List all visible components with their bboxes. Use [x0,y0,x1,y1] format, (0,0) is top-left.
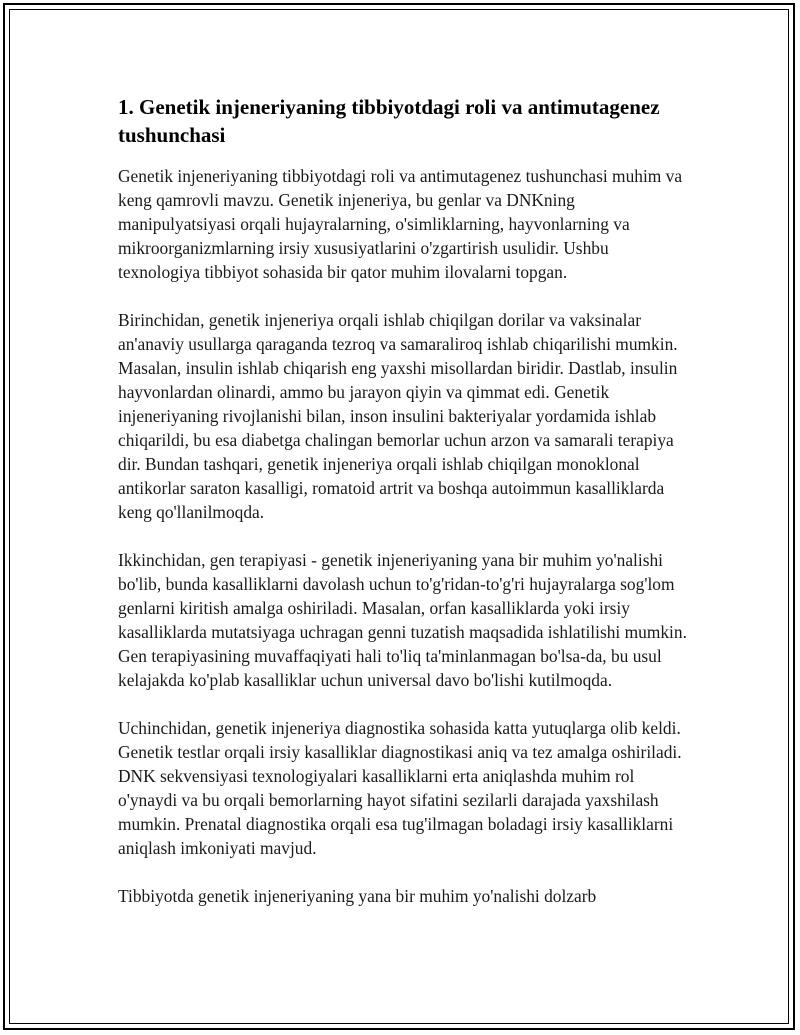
paragraph-third-point: Uchinchidan, genetik injeneriya diagnostika sohasida katta yutuqlarga olib keldi. Genetik testlar orqali irsiy kasalliklar diagnostikasi aniq va tez amalga oshiriladi. DNK sekvensiyasi texnologiyalari kasalliklarni erta aniqlashda muhim rol o'ynaydi va bu orqali bemorlarning hayot sifatini sezilarli darajada yaxshilash mumkin. Prenatal diagnostika orqali esa tug'ilmagan boladagi irsiy kasalliklarni aniqlash imkoniyati mavjud. [118,718,682,858]
paragraph-intro: Genetik injeneriyaning tibbiyotdagi roli va antimutagenez tushunchasi muhim va keng qamrovli mavzu. Genetik injeneriya, bu genlar va DNKning manipulyatsiyasi orqali hujayralarning, o'simliklarning, hayvonlarning va mikroorganizmlarning irsiy xususiyatlarini o'zgartirish usulidir. Ushbu texnologiya tibbiyot sohasida bir qator muhim ilovalarni topgan. [118,166,683,282]
document-body [118,93,690,932]
paragraph-second-point: Ikkinchidan, gen terapiyasi - genetik injeneriyaning yana bir muhim yo'nalishi bo'lib, bunda kasalliklarni davolash uchun to'g'ridan-to'g'ri hujayralarga sog'lom genlarni kiritish amalga oshiriladi. Masalan, orfan kasalliklarda yoki irsiy kasalliklarda mutatsiyaga uchragan genni tuzatish maqsadida ishlatilishi mumkin. Gen terapiyasining muvaffaqiyati hali to'liq ta'minlanmagan bo'lsa-da, bu usul kelajakda ko'plab kasalliklar uchun universal davo bo'lishi kutilmoqda. [118,550,687,690]
paragraph-continuation: Tibbiyotda genetik injeneriyaning yana bir muhim yo'nalishi dolzarb [118,886,597,906]
section-heading: 1. Genetik injeneriyaning tibbiyotdagi roli va antimutagenez tushunchasi [118,95,660,147]
paragraph-first-point: Birinchidan, genetik injeneriya orqali ishlab chiqilgan dorilar va vaksinalar an'anaviy usullarga qaraganda tezroq va samaraliroq ishlab chiqarilishi mumkin. Masalan, insulin ishlab chiqarish eng yaxshi misollardan biridir. Dastlab, insulin hayvonlardan olinardi, ammo bu jarayon qiyin va qimmat edi. Genetik injeneriyaning rivojlanishi bilan, inson insulini bakteriyalar yordamida ishlab chiqarildi, bu esa diabetga chalingan bemorlar uchun arzon va samarali terapiya dir. Bundan tashqari, genetik injeneriya orqali ishlab chiqilgan monoklonal antikorlar saraton kasalligi, romatoid artrit va boshqa autoimmun kasalliklarda keng qo'llanilmoqda. [118,310,678,522]
